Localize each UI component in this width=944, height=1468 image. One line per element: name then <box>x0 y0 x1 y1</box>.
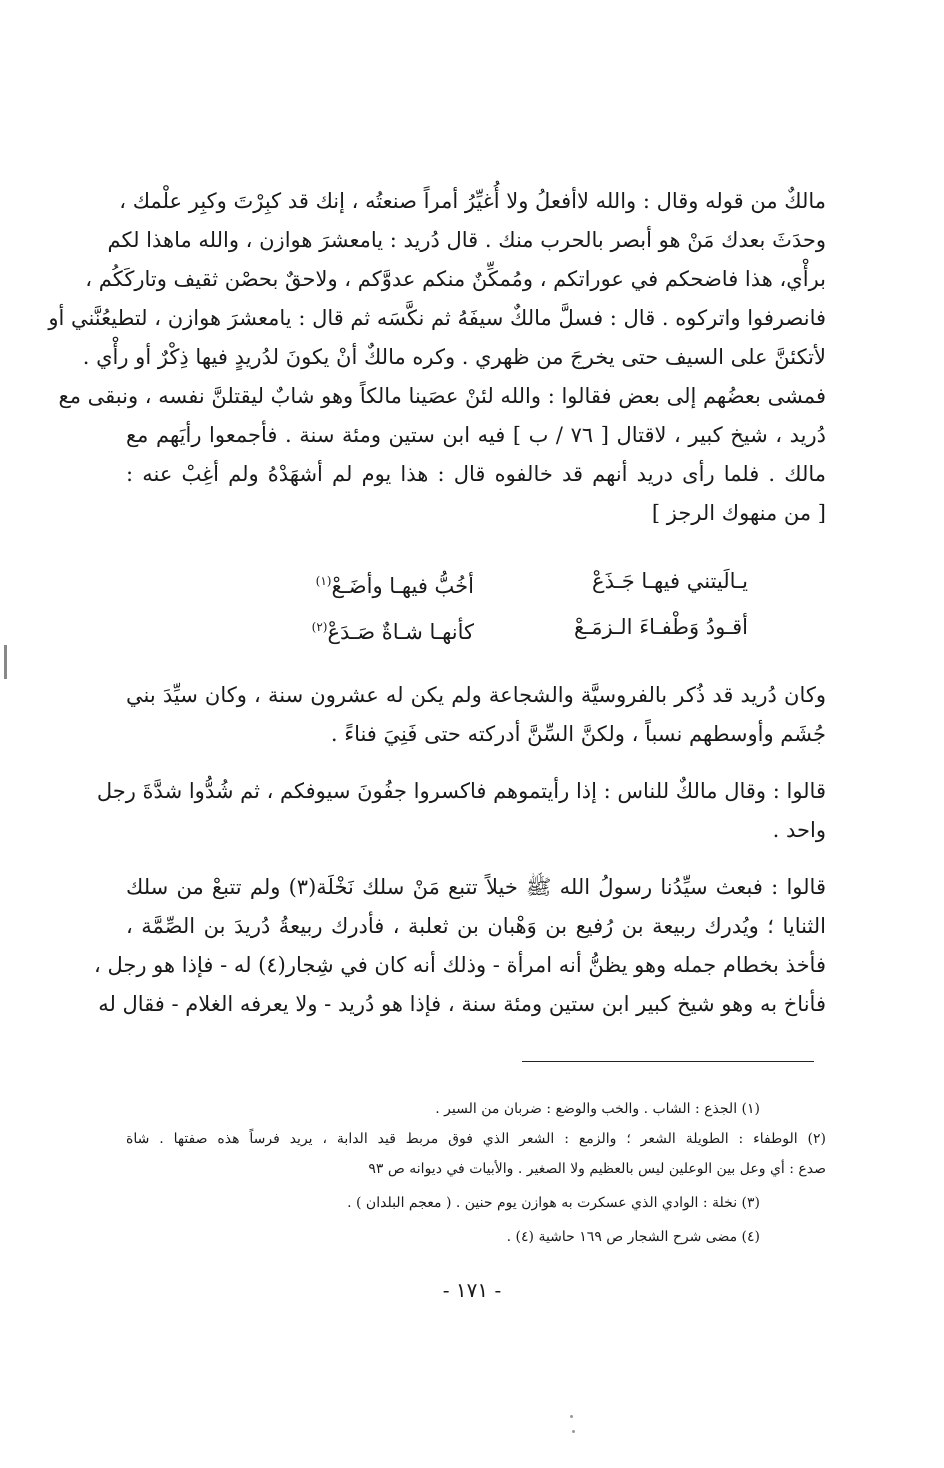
text-line: دُريد ، شيخ كبير ، لاقتال [ ٧٦ / ب ] فيه ابن ستين ومئة سنة . فأجمعوا رأيَهم مع <box>126 423 827 447</box>
footnote-2: (٢) الوطفاء : الطويلة الشعر ؛ والزمع : الشعر الذي فوق مربط قيد الدابة ، يريد فرساً هذه صفتها . شاة <box>126 1131 826 1147</box>
text-line: لأتكئنَّ على السيف حتى يخرجَ من ظهري . وكره مالكٌ أنْ يكونَ لدُريدٍ فيها ذِكْرٌ أو رأْي . <box>82 345 826 369</box>
text-line: برأْي، هذا فاضحكم في عوراتكم ، ومُمكِّنٌ منكم عدوَّكم ، ولاحقٌ بحصْن ثقيف وتاركَكُم ، <box>85 267 826 291</box>
meter-label: [ من منهوك الرجز ] <box>651 501 826 525</box>
text-line: جُشَم وأوسطهم نسباً ، ولكنَّ السِّنَّ أدركته حتى فَنِيَ فناءً . <box>330 722 826 746</box>
footnote-1: (١) الجذع : الشاب . والخب والوضع : ضربان من السير . <box>435 1101 760 1117</box>
text-line: مالك . فلما رأى دريد أنهم قد خالفوه قال : هذا يوم لم أشهَدْهُ ولم أغِبْ عنه : <box>126 462 826 486</box>
verse-2-second-hemistich <box>312 612 474 642</box>
text-line: واحد . <box>772 818 826 842</box>
footnote-ref: (١) <box>315 574 332 588</box>
footnote-ref: (٢) <box>311 620 328 634</box>
footnote-2-continuation: صدع : أي وعل بين الوعلين ليس بالعظيم ولا الصغير . والأبيات في ديوانه ص ٩٣ <box>368 1161 826 1177</box>
verse-1-first-hemistich: يـالَيتني فيهـا جَـذَعْ <box>592 569 748 593</box>
text-line: وكان دُريد قد ذُكر بالفروسيَّة والشجاعة ولم يكن له عشرون سنة ، وكان سيِّدَ بني <box>126 683 826 707</box>
hemistich-text: أخُبُّ فيهـا وأضَـعْ <box>331 574 474 598</box>
scan-speck <box>570 1415 573 1418</box>
text-line: مالكٌ من قوله وقال : والله لاأفعلُ ولا أُغيِّرُ أمراً صنعتُه ، إنك قد كبِرْتَ وكبِر علْمك ، <box>119 189 826 213</box>
text-line: فأخذ بخطام جمله وهو يظنُّ أنه امرأة - وذلك أنه كان في شِجار(٤) له - فإذا هو رجل ، <box>94 953 826 977</box>
scan-margin-mark <box>4 645 7 679</box>
footnote-divider <box>522 1061 814 1062</box>
verse-1-second-hemistich <box>316 566 474 596</box>
scan-speck <box>572 1430 575 1433</box>
text-line: وحدَثَ بعدك مَنْ هو أبصر بالحرب منك . قال دُريد : يامعشرَ هوازن ، والله ماهذا لكم <box>107 228 826 252</box>
text-line: قالوا : فبعث سيِّدُنا رسولُ الله ﷺ خيلاً تتبع مَنْ سلك نَخْلَة(٣) ولم تتبعْ من سلك <box>126 875 826 899</box>
page-number: - ١٧١ - <box>442 1278 502 1302</box>
footnote-3: (٣) نخلة : الوادي الذي عسكرت به هوازن يوم حنين . ( معجم البلدان ) . <box>347 1195 760 1211</box>
footnote-4: (٤) مضى شرح الشجار ص ١٦٩ حاشية (٤) . <box>506 1229 760 1245</box>
text-line: فانصرفوا واتركوه . قال : فسلَّ مالكٌ سيفَهُ ثم نكَّسَه ثم قال : يامعشرَ هوازن ، لتطيعُنَّني أو <box>48 306 826 330</box>
text-line: الثنايا ؛ ويُدرك ربيعة بن رُفيع بن وَهْبان بن ثعلبة ، فأدرك ربيعةُ دُريدَ بن الصِّمَّة ، <box>126 914 826 938</box>
text-line: فمشى بعضُهم إلى بعض فقالوا : والله لئنْ عصَينا مالكاً وهو شابٌ ليقتلنَّ نفسه ، ونبقى مع <box>58 384 826 408</box>
hemistich-text: كأنهـا شـاةٌ صَـدَعْ <box>327 620 474 644</box>
text-line: قالوا : وقال مالكٌ للناس : إذا رأيتموهم فاكسروا جفُونَ سيوفكم ، ثم شُدُّوا شدَّةَ رجل <box>96 779 826 803</box>
text-line: فأناخ به وهو شيخ كبير ابن ستين ومئة سنة ، فإذا هو دُريد - ولا يعرفه الغلام - فقال له <box>98 992 826 1016</box>
verse-2-first-hemistich: أقـودُ وَطْفـاءَ الـزمَـعْ <box>573 615 748 639</box>
